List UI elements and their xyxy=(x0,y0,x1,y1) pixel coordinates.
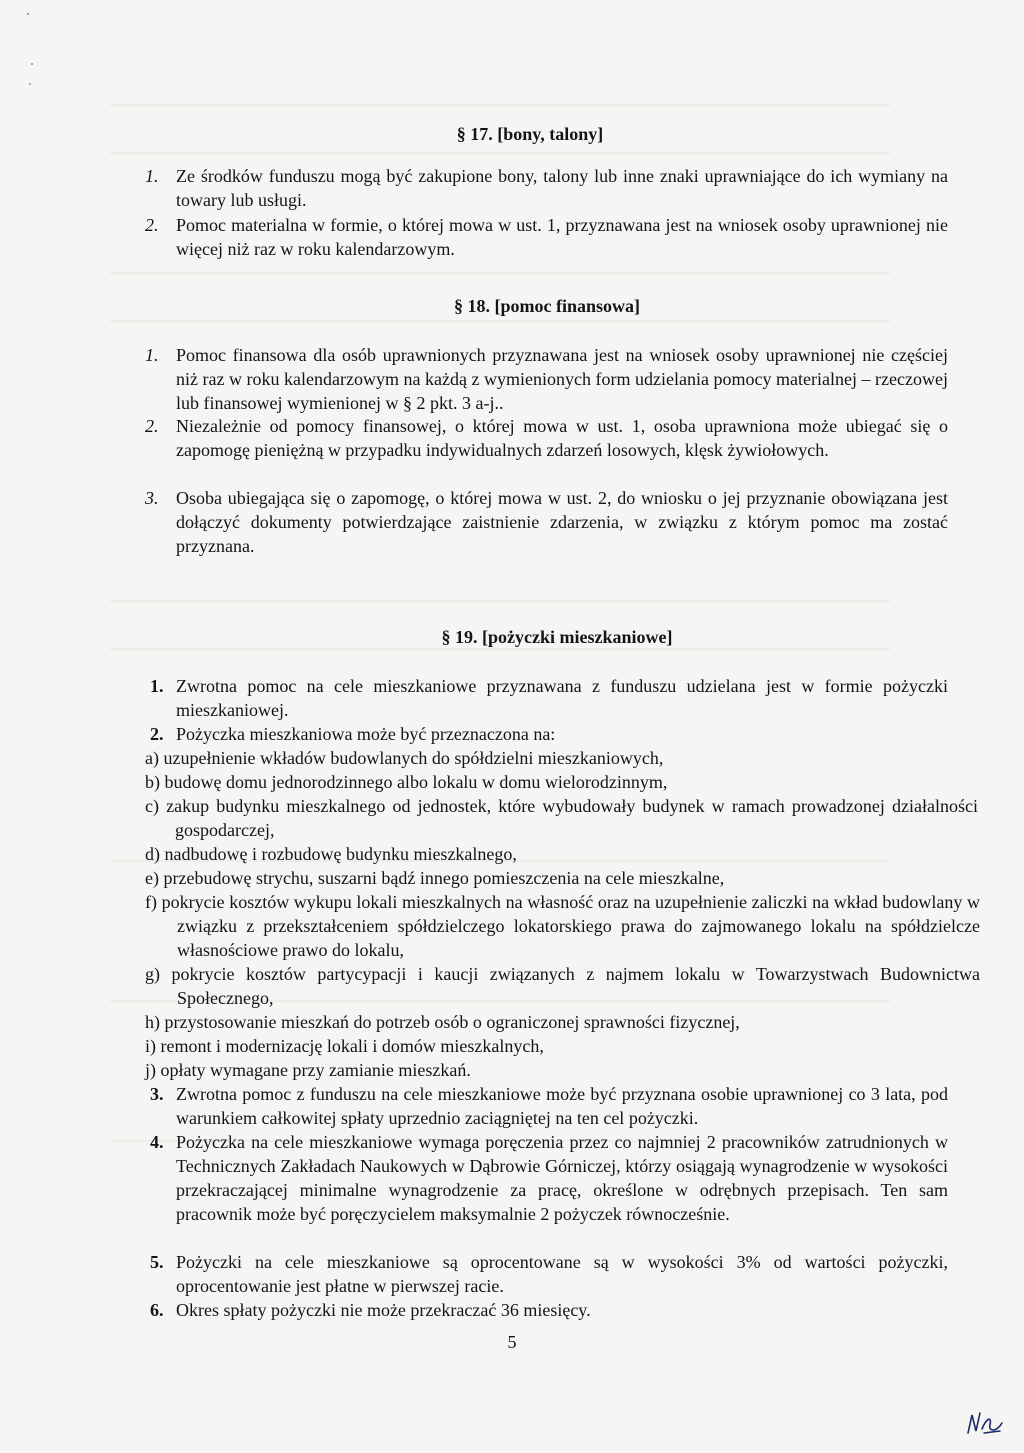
bleed-through-line xyxy=(110,320,890,322)
s19-letter-h: h) przystosowanie mieszkań do potrzeb osób o ograniczonej sprawności fizycznej, xyxy=(145,1012,740,1032)
section-17-heading: § 17. [bony, talony] xyxy=(456,124,604,144)
bleed-through-line xyxy=(110,104,890,106)
s19-item-1-text: Zwrotna pomoc na cele mieszkaniowe przyznawana z funduszu udzielana jest w formie pożyczki mieszkaniowej. xyxy=(176,676,948,720)
s19-item-5-number: 5. xyxy=(150,1252,164,1272)
s18-item-2-text: Niezależnie od pomocy finansowej, o której mowa w ust. 1, osoba uprawniona może ubiegać się o zapomogę pieniężną w przypadku indywidualnych zdarzeń losowych, klęsk żywiołowych. xyxy=(176,416,948,460)
s19-item-6-text: Okres spłaty pożyczki nie może przekraczać 36 miesięcy. xyxy=(176,1300,591,1320)
bleed-through-line xyxy=(110,272,890,274)
s19-item-6-number: 6. xyxy=(150,1300,164,1320)
s18-item-3-number: 3. xyxy=(145,488,159,508)
bleed-through-line xyxy=(110,648,890,650)
section-19-heading: § 19. [pożyczki mieszkaniowe] xyxy=(441,627,673,647)
scan-specks xyxy=(22,4,42,94)
s19-letter-b: b) budowę domu jednorodzinnego albo lokalu w domu wielorodzinnym, xyxy=(145,772,668,792)
s17-item-1-text: Ze środków funduszu mogą być zakupione bony, talony lub inne znaki uprawniające do ich wymiany na towary lub usługi. xyxy=(176,166,948,210)
s19-letter-j: j) opłaty wymagane przy zamianie mieszkań. xyxy=(145,1060,471,1080)
s19-letter-f: f) pokrycie kosztów wykupu lokali mieszkalnych na własność oraz na uzupełnienie zaliczki na wkład budowlany w związku z przekształceniem spółdzielczego lokatorskiego prawa do zajmowanego lokalu na spółdzielcze własnościowe prawo do lokalu, xyxy=(145,892,980,960)
s19-letter-d: d) nadbudowę i rozbudowę budynku mieszkalnego, xyxy=(145,844,517,864)
s19-item-3-text: Zwrotna pomoc z funduszu na cele mieszkaniowe może być przyznana osobie uprawnionej co 3 lata, pod warunkiem całkowitej spłaty uprzednio zaciągniętej na ten cel pożyczki. xyxy=(176,1084,948,1128)
bleed-through-line xyxy=(110,600,890,602)
s19-item-3-number: 3. xyxy=(150,1084,164,1104)
bleed-through-line xyxy=(110,152,890,154)
s19-letter-i: i) remont i modernizację lokali i domów mieszkalnych, xyxy=(145,1036,544,1056)
s17-item-2-text: Pomoc materialna w formie, o której mowa w ust. 1, przyznawana jest na wniosek osoby uprawnionej nie więcej niż raz w roku kalendarzowym. xyxy=(176,215,948,259)
s19-item-5-text: Pożyczki na cele mieszkaniowe są oprocentowane są w wysokości 3% od wartości pożyczki, oprocentowanie jest płatne w pierwszej racie. xyxy=(176,1252,948,1296)
s18-item-3-text: Osoba ubiegająca się o zapomogę, o której mowa w ust. 2, do wniosku o jej przyznanie obowiązana jest dołączyć dokumenty potwierdzające zaistnienie zdarzenia, w związku z którym pomoc ma zostać przyznana. xyxy=(176,488,948,556)
s19-item-2-text: Pożyczka mieszkaniowa może być przeznaczona na: xyxy=(176,724,556,744)
s19-item-4-number: 4. xyxy=(150,1132,164,1152)
s19-letter-g: g) pokrycie kosztów partycypacji i kaucji związanych z najmem lokalu w Towarzystwach Budownictwa Społecznego, xyxy=(145,964,980,1008)
s18-item-1-text: Pomoc finansowa dla osób uprawnionych przyznawana jest na wniosek osoby uprawnionej nie częściej niż raz w roku kalendarzowym na każdą z wymienionych form udzielania pomocy materialnej – rzeczowej lub finansowej wymienionej w § 2 pkt. 3 a-j.. xyxy=(176,345,948,413)
s17-item-2-number: 2. xyxy=(145,215,159,235)
handwritten-initials-signature xyxy=(966,1409,1006,1437)
s19-item-1-number: 1. xyxy=(150,676,164,696)
s17-item-1-number: 1. xyxy=(145,166,159,186)
s18-item-1-number: 1. xyxy=(145,345,159,365)
s19-letter-e: e) przebudowę strychu, suszarni bądź innego pomieszczenia na cele mieszkalne, xyxy=(145,868,725,888)
s18-item-2-number: 2. xyxy=(145,416,159,436)
page-number: 5 xyxy=(507,1332,517,1352)
section-18-heading: § 18. [pomoc finansowa] xyxy=(453,296,640,316)
s19-letter-c: c) zakup budynku mieszkalnego od jednostek, które wybudowały budynek w ramach prowadzonej działalności gospodarczej, xyxy=(145,796,978,840)
s19-letter-a: a) uzupełnienie wkładów budowlanych do spółdzielni mieszkaniowych, xyxy=(145,748,664,768)
s19-item-4-text: Pożyczka na cele mieszkaniowe wymaga poręczenia przez co najmniej 2 pracowników zatrudnionych w Technicznych Zakładach Naukowych w Dąbrowie Górniczej, którzy osiągają wynagrodzenie w wysokości przekraczającej minimalne wynagrodzenie za pracę, określone w odrębnych przepisach. Ten sam pracownik może być poręczycielem maksymalnie 2 pożyczek równocześnie. xyxy=(176,1132,948,1224)
s19-item-2-number: 2. xyxy=(150,724,164,744)
